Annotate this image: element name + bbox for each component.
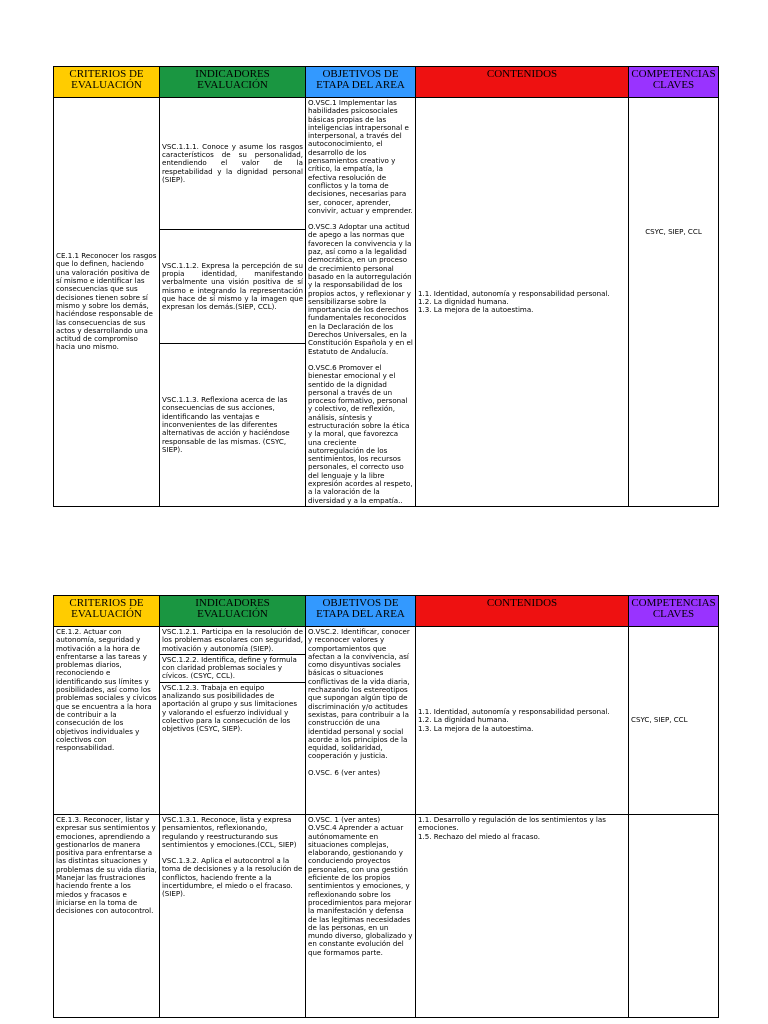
competencias-cell	[629, 98, 719, 507]
objetivo-text: O.VSC. 1 (ver antes)	[308, 815, 381, 824]
competencias-cell: CSYC, SIEP, CCL	[629, 627, 719, 815]
contenido-item: 1.5. Rechazo del miedo al fracaso.	[418, 831, 541, 841]
competencias-text: CSYC, SIEP, CCL	[645, 227, 702, 237]
table-1	[53, 66, 719, 507]
header-indicadores: INDICADORES EVALUACIÓN	[160, 67, 306, 98]
table-row	[54, 627, 719, 815]
contenido-item: 1.3. La mejora de la autoestima.	[418, 305, 534, 315]
contenido-item: 1.2. La dignidad humana.	[418, 715, 509, 725]
header-objetivos: OBJETIVOS DE ETAPA DEL AREA	[306, 67, 416, 98]
objetivo-text: O.VSC.2. Identificar, conocer y reconocer valores y comportamientos que afectan a la convivencia, así como disyuntivas sociales básicas o situaciones conflictivas de la vida diaria, rechazando los estereotipos que supongan algún tipo de discriminación y/o actitudes sexistas, para contribuir a la construcción de una identidad personal y social acorde a los principios de la equidad, solidaridad, cooperación y justicia.	[308, 627, 410, 761]
criterio-cell: CE.1.3. Reconocer, listar y expresar sus sentimientos y emociones, aprendiendo a gestionarlos de manera positiva para enfrentarse a las distintas situaciones y problemas de su vida diaria, Manejar las frustraciones haciendo frente a los miedos y fracasos e iniciarse en la toma de decisiones con autocontrol.	[54, 815, 160, 1018]
contenido-item: 1.3. La mejora de la autoestima.	[418, 723, 534, 733]
indicadores-cell	[160, 815, 306, 1018]
header-indicadores: INDICADORES EVALUACIÓN	[160, 596, 306, 627]
table-row	[54, 98, 719, 230]
table-row	[54, 815, 719, 1018]
objetivos-cell	[306, 627, 416, 815]
contenido-item: 1.1. Identidad, autonomía y responsabilidad personal.	[418, 707, 610, 717]
header-criterios: CRITERIOS DE EVALUACIÓN	[54, 67, 160, 98]
indicador-text: VSC.1.2.2. Identifica, define y formula con claridad problemas sociales y cívicos. (CSYC, CCL).	[160, 655, 305, 683]
contenido-item: 1.2. La dignidad humana.	[418, 296, 509, 306]
table-2	[53, 595, 719, 1018]
indicador-text: VSC.1.2.1. Participa en la resolución de los problemas escolares con seguridad, motivación y autonomía (SIEP).	[160, 627, 305, 655]
indicador-text: VSC.1.3.1. Reconoce, lista y expresa pensamientos, reflexionando, regulando y reestructurando sus sentimientos y emociones.(CCL, SIEP)	[162, 815, 297, 849]
header-competencias: COMPETENCIAS CLAVES	[629, 596, 719, 627]
header-criterios: CRITERIOS DE EVALUACIÓN	[54, 596, 160, 627]
competencias-cell	[629, 815, 719, 1018]
header-contenidos: CONTENIDOS	[416, 596, 629, 627]
objetivos-cell	[306, 98, 416, 507]
header-row	[54, 596, 719, 627]
indicador-cell: VSC.1.1.3. Reflexiona acerca de las consecuencias de sus acciones, identificando las ventajas e inconvenientes de las diferentes alternativas de acción y haciéndose responsable de las mismas. (CSYC, SIEP).	[160, 344, 306, 507]
objetivo-text: O.VSC.1 Implementar las habilidades psicosociales básicas propias de las inteligencias intrapersonal e interpersonal, a través del autoconocimiento, el desarrollo de los pensamientos creativo y crítico, la empatía, la efectiva resolución de conflictos y la toma de decisiones, necesarias para ser, conocer, aprender, convivir, actuar y emprender.	[308, 98, 413, 215]
header-row	[54, 67, 719, 98]
objetivo-text: O.VSC.4 Aprender a actuar autónomamente en situaciones complejas, elaborando, gestionando y conduciendo proyectos personales, con una gestión eficiente de los propios sentimientos y emociones, y reflexionando sobre los procedimientos para mejorar la manifestación y defensa de las legítimas necesidades de las personas, en un mundo diverso, globalizado y en constante evolución del que formamos parte.	[308, 823, 413, 957]
objetivo-text: O.VSC.6 Promover el bienestar emocional y el sentido de la dignidad personal a través de un proceso formativo, personal y colectivo, de reflexión, análisis, síntesis y estructuración sobre la ética y la moral, que favorezca una creciente autorregulación de los sentimientos, los recursos personales, el correcto uso del lenguaje y la libre expresión acordes al respeto, a la valoración de la diversidad y a la empatía..	[308, 362, 413, 505]
contenidos-cell	[416, 627, 629, 815]
criterio-cell: CE.1.2. Actuar con autonomía, seguridad y motivación a la hora de enfrentarse a las tareas y problemas diarios, reconociendo e identificando sus límites y posibilidades, así como los problemas sociales y cívicos que se encuentra a la hora de contribuir a la consecución de los objetivos individuales y colectivos con responsabilidad.	[54, 627, 160, 815]
indicadores-cell	[160, 627, 306, 815]
header-contenidos: CONTENIDOS	[416, 67, 629, 98]
objetivo-text: O.VSC.3 Adoptar una actitud de apego a las normas que favorecen la convivencia y la paz, así como a la legalidad democrática, en un proceso de crecimiento personal basado en la autorregulación y la responsabilidad de los propios actos, y reflexionar y sensibilizarse sobre la importancia de los derechos fundamentales reconocidos en la Declaración de los Derechos Universales, en la Constitución Española y en el Estatuto de Andalucía.	[308, 222, 413, 356]
header-competencias: COMPETENCIAS CLAVES	[629, 67, 719, 98]
contenido-item: 1.1. Desarrollo y regulación de los sentimientos y las emociones.	[418, 815, 606, 833]
indicador-text: VSC.1.3.2. Aplica el autocontrol a la toma de decisiones y a la resolución de conflictos, haciendo frente a la incertidumbre, el miedo o el fracaso. (SIEP).	[162, 856, 303, 899]
criterio-cell: CE.1.1 Reconocer los rasgos que lo definen, haciendo una valoración positiva de sí mismo e identificar las consecuencias que sus decisiones tienen sobre sí mismo y sobre los demás, haciéndose responsable de las consecuencias de sus actos y desarrollando una actitud de compromiso hacia uno mismo.	[54, 98, 160, 507]
indicador-text: VSC.1.2.3. Trabaja en equipo analizando sus posibilidades de aportación al grupo y sus limitaciones y valorando el esfuerzo individual y colectivo para la consecución de los objetivos (CSYC, SIEP).	[162, 682, 298, 734]
objetivos-cell	[306, 815, 416, 1018]
indicador-cell: VSC.1.1.1. Conoce y asume los rasgos característicos de su personalidad, entendiendo el valor de la respetabilidad y la dignidad personal (SIEP).	[160, 98, 306, 230]
contenidos-cell	[416, 815, 629, 1018]
contenidos-cell	[416, 98, 629, 507]
indicador-cell: VSC.1.1.2. Expresa la percepción de su propia identidad, manifestando verbalmente una visión positiva de sí mismo e integrando la representación que hace de sí mismo y la imagen que expresan los demás.(SIEP, CCL).	[160, 230, 306, 344]
objetivo-text: O.VSC. 6 (ver antes)	[308, 767, 381, 777]
header-objetivos: OBJETIVOS DE ETAPA DEL AREA	[306, 596, 416, 627]
contenido-item: 1.1. Identidad, autonomía y responsabilidad personal.	[418, 288, 610, 298]
